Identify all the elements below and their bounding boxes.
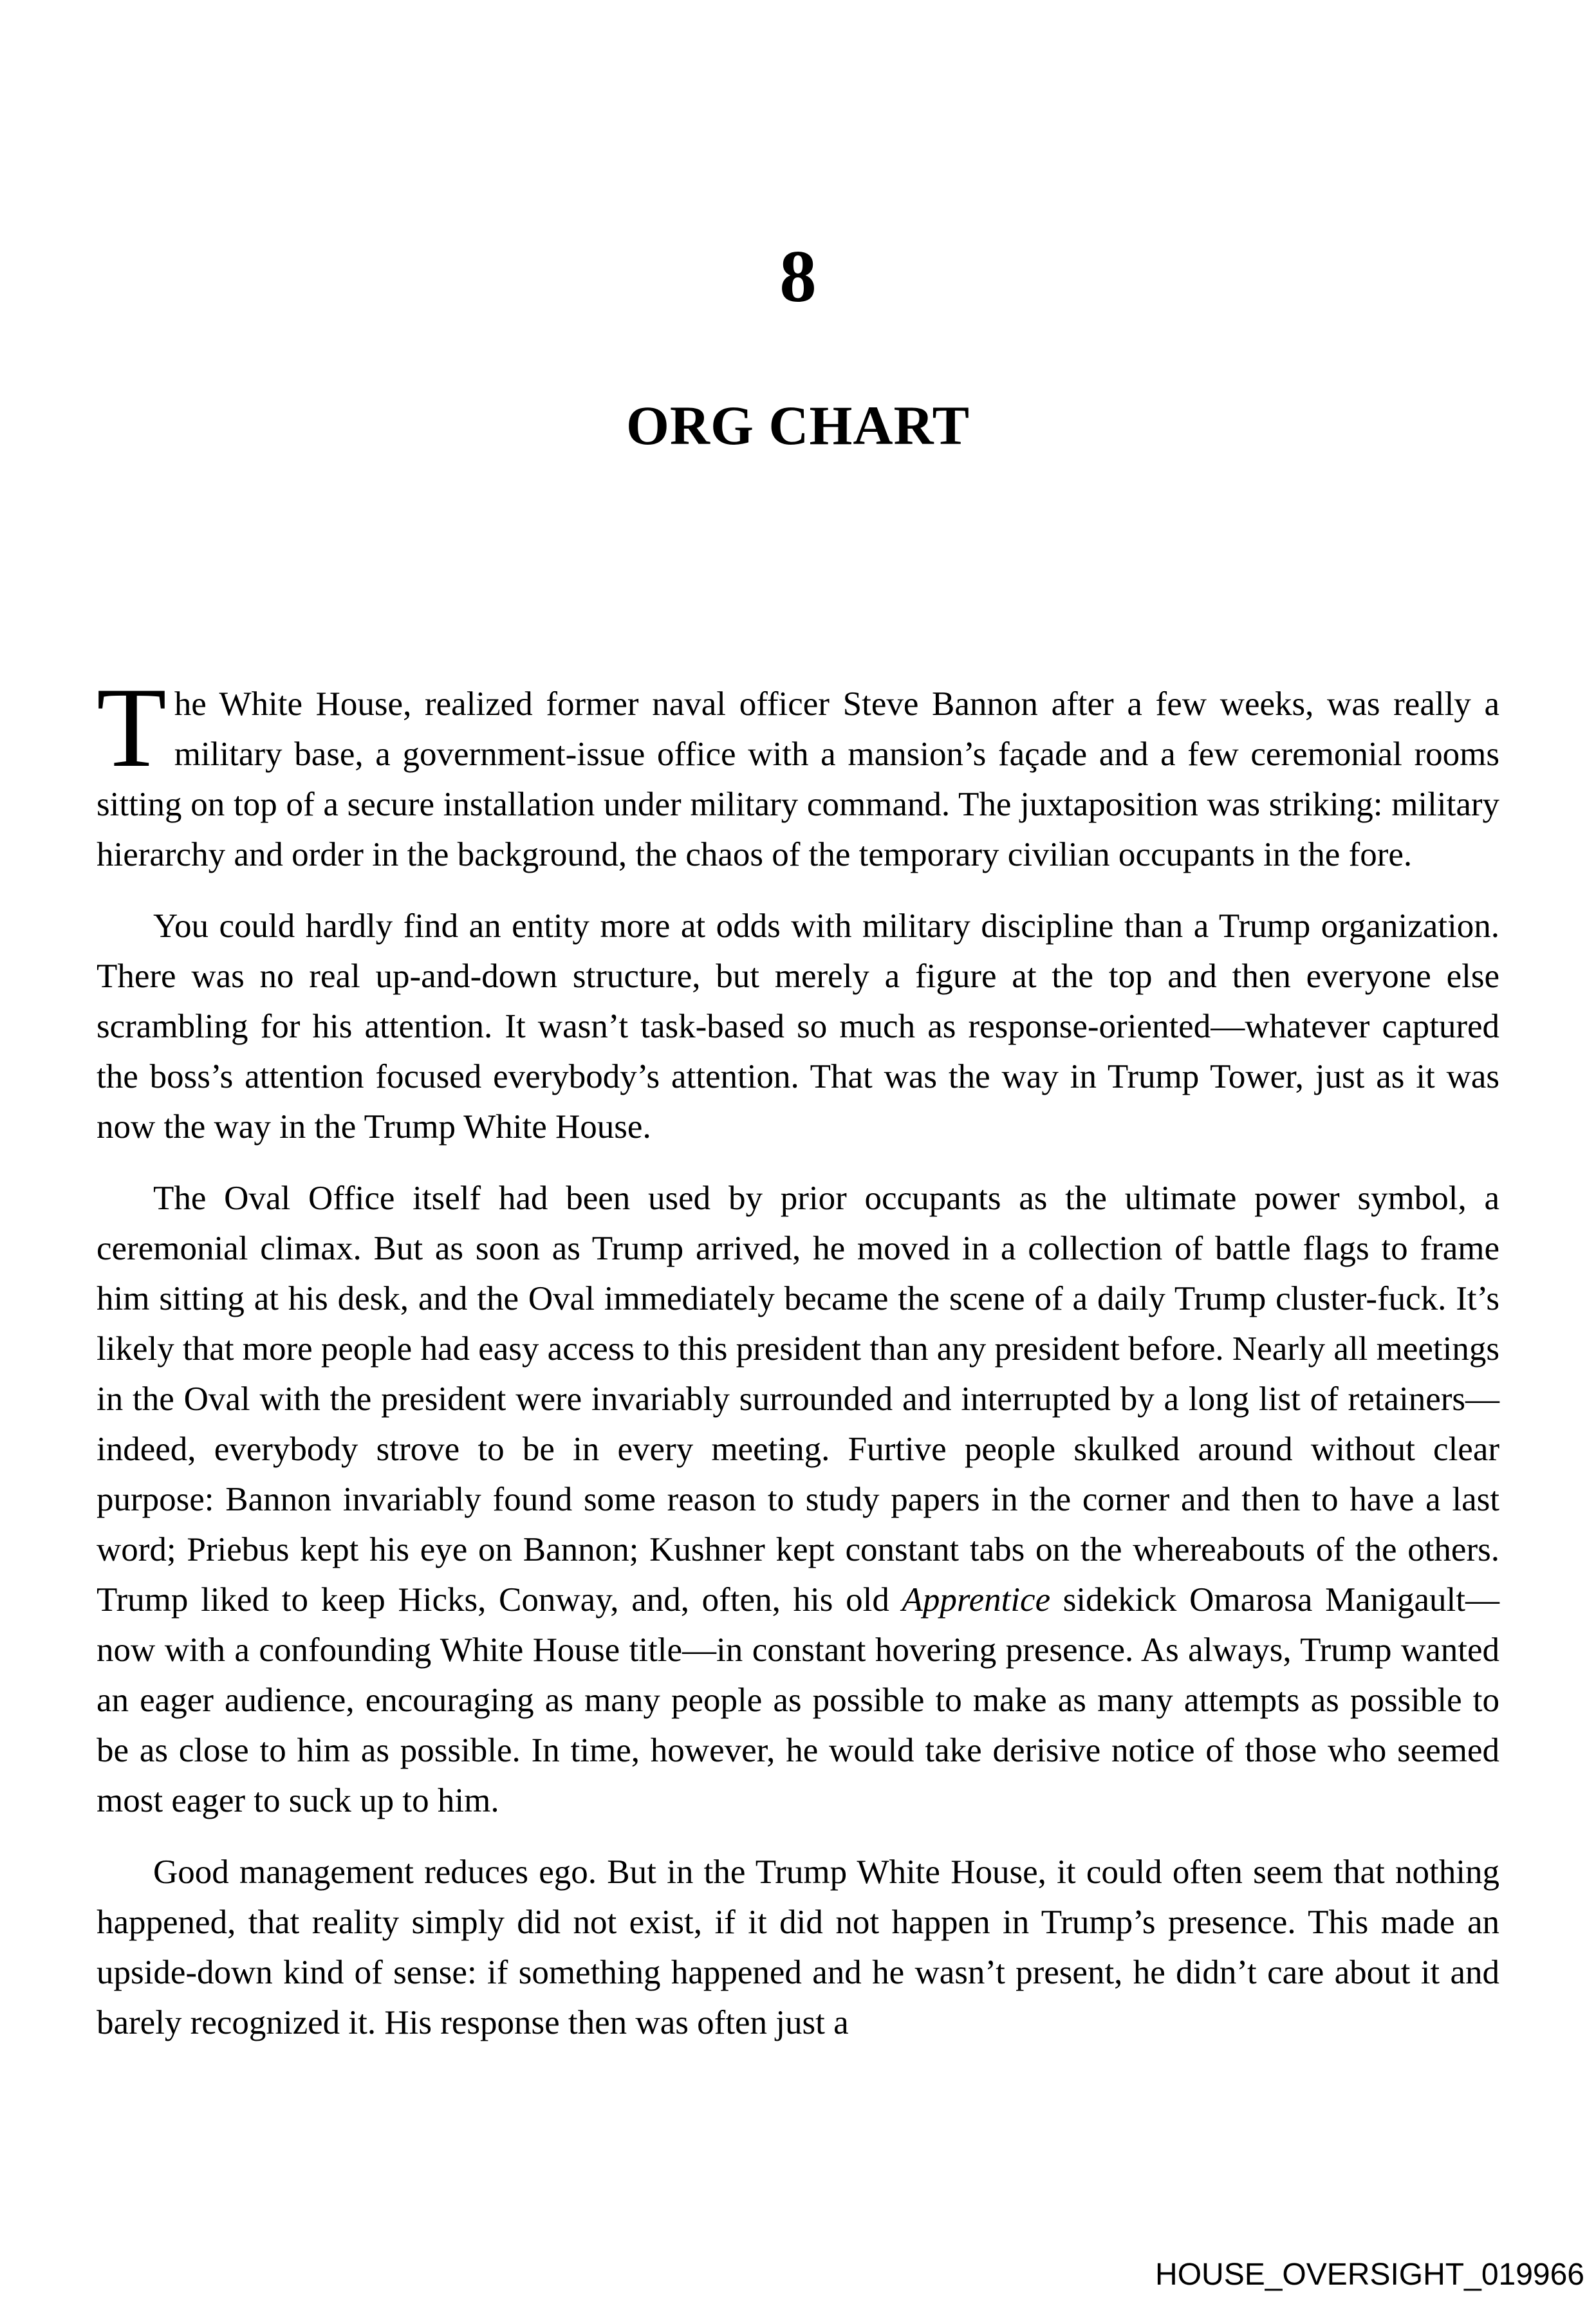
- italic-text-run: Apprentice: [902, 1581, 1051, 1619]
- text-run: The Oval Office itself had been used by prior occupants as the ultimate power symbol, a ceremonial climax. But as soon as Trump arrived, he moved in a collection of battle flags to frame him sitting at his desk, and the Oval immediately became the scene of a daily Trump cluster-fuck. It’s likely that more people had easy access to this president than any president before. Nearly all meetings in the Oval with the president were invariably surrounded and interrupted by a long list of retainers—indeed, everybody strove to be in every meeting. Furtive people skulked around without clear purpose: Bannon invariably found some reason to study papers in the corner and then to have a last word; Priebus kept his eye on Bannon; Kushner kept constant tabs on the whereabouts of the others. Trump liked to keep Hicks, Conway, and, often, his old: [97, 1180, 1499, 1619]
- text-run: You could hardly find an entity more at odds with military discipline than a Trump organization. There was no real up-and-down structure, but merely a figure at the top and then everyone else scrambling for his attention. It wasn’t task-based so much as response-oriented—whatever captured the boss’s attention focused everybody’s attention. That was the way in Trump Tower, just as it was now the way in the Trump White House.: [97, 907, 1499, 1146]
- text-run: he White House, realized former naval officer Steve Bannon after a few weeks, was really a military base, a government-issue office with a mansion’s façade and a few ceremonial rooms sitting on top of a secure installation under military command. The juxtaposition was striking: military hierarchy and order in the background, the chaos of the temporary civilian occupants in the fore.: [97, 685, 1499, 873]
- chapter-title: ORG CHART: [626, 394, 970, 456]
- text-run: Good management reduces ego. But in the Trump White House, it could often seem that nothing happened, that reality simply did not exist, if it did not happen in Trump’s presence. This made an upside-down kind of sense: if something happened and he wasn’t present, he didn’t care about it and barely recognized it. His response then was often just a: [97, 1853, 1499, 2041]
- chapter-number: 8: [779, 236, 817, 317]
- paragraph: [97, 901, 1499, 1152]
- paragraph: [97, 1847, 1499, 2048]
- text-run: sidekick Omarosa Manigault—now with a confounding White House title—in constant hovering presence. As always, Trump wanted an eager audience, encouraging as many people as possible to make as many attempts as possible to be as close to him as possible. In time, however, he would take derisive notice of those who seemed most eager to suck up to him.: [97, 1581, 1499, 1819]
- paragraph: [97, 664, 1499, 880]
- footer-watermark: HOUSE_OVERSIGHT_019966: [1155, 2258, 1584, 2292]
- paragraph: [97, 1173, 1499, 1826]
- drop-cap: T: [97, 664, 167, 791]
- body-text: [97, 664, 1499, 2048]
